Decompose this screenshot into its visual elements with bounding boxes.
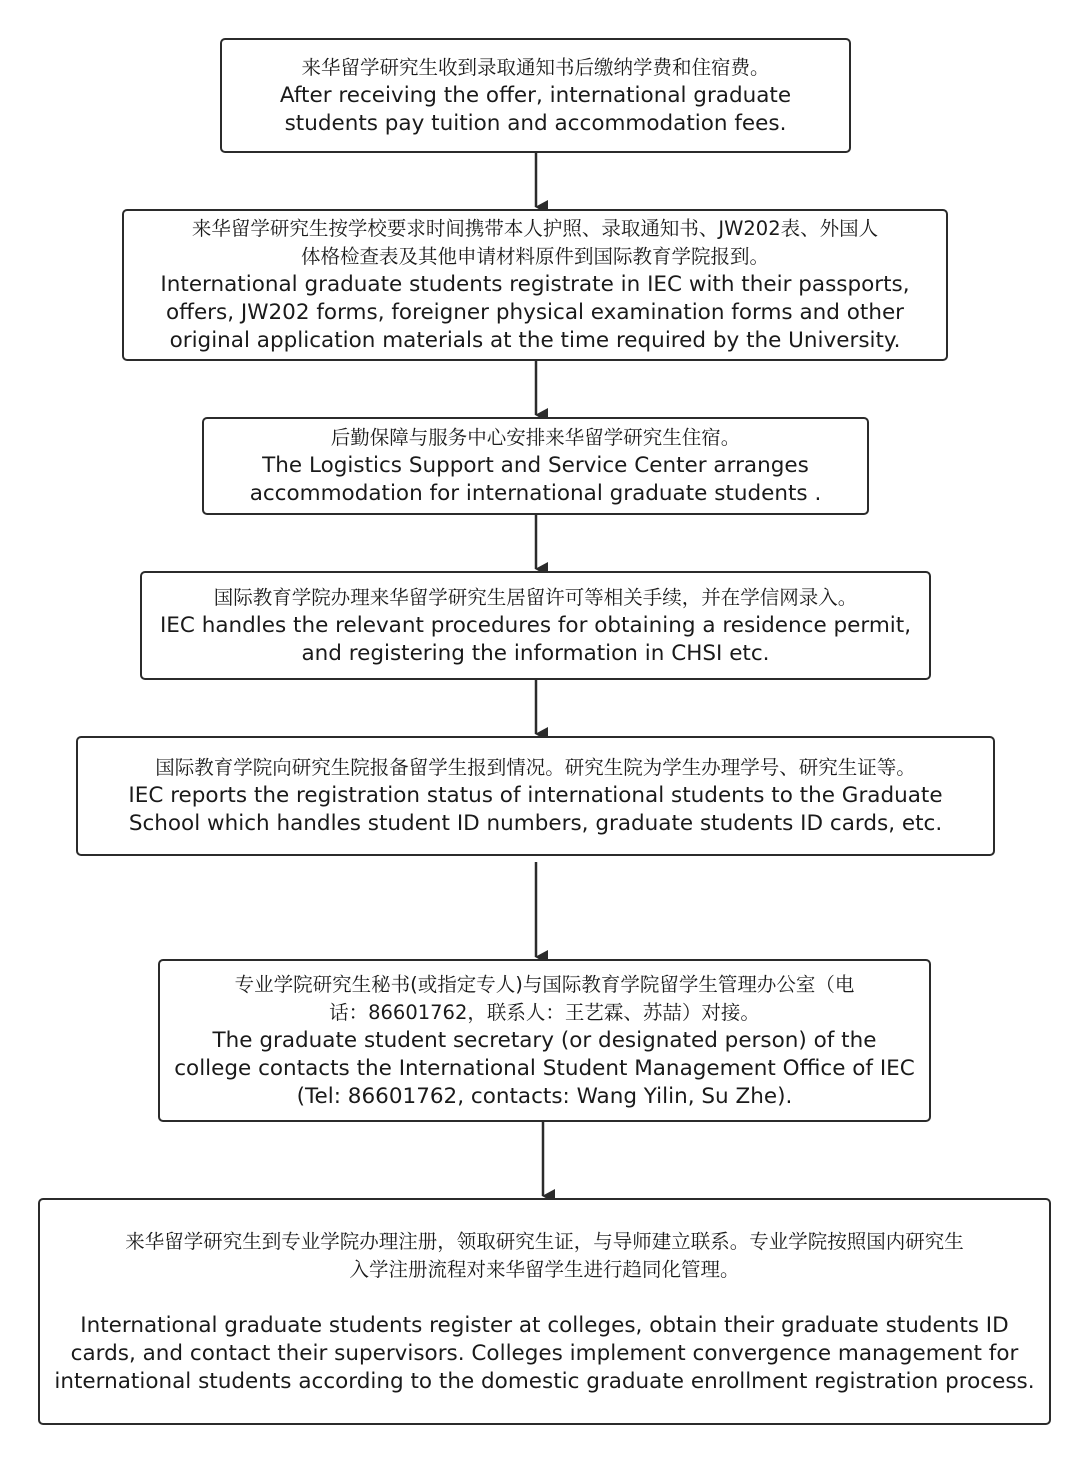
step-6-zh: 专业学院研究生秘书(或指定专人)与国际教育学院留学生管理办公室（电 话：86601762，联系人：王艺霖、苏喆）对接。 [234, 972, 855, 1024]
step-5-report-to-graduate-school [76, 736, 995, 856]
step-3-en: The Logistics Support and Service Center arranges accommodation for international graduate students . [249, 453, 822, 506]
step-4-en: IEC handles the relevant procedures for obtaining a residence permit, and registering the information in CHSI etc. [159, 612, 912, 666]
step-3-accommodation [202, 417, 869, 515]
step-4-zh: 国际教育学院办理来华留学研究生居留许可等相关手续，并在学信网录入。 [213, 585, 858, 609]
step-7-college-registration [38, 1198, 1051, 1425]
step-7-en: International graduate students register at colleges, obtain their graduate students ID cards, and contact their supervisors. Colleges implement convergence management for international students according to the domestic graduate enrollment registration process. [54, 1312, 1035, 1394]
step-6-en: The graduate student secretary (or designated person) of the college contacts the International Student Management Office of IEC (Tel: 86601762, contacts: Wang Yilin, Su Zhe). [174, 1027, 915, 1109]
step-5-en: IEC reports the registration status of international students to the Graduate School which handles student ID numbers, graduate students ID cards, etc. [128, 783, 943, 836]
step-7-zh: 来华留学研究生到专业学院办理注册，领取研究生证，与导师建立联系。专业学院按照国内研究生 入学注册流程对来华留学生进行趋同化管理。 [125, 1229, 964, 1281]
step-4-residence-permit [140, 571, 931, 680]
step-5-zh: 国际教育学院向研究生院报备留学生报到情况。研究生院为学生办理学号、研究生证等。 [155, 756, 916, 779]
step-6-secretary-contact [158, 959, 931, 1122]
step-2-en: International graduate students registrate in IEC with their passports, offers, JW202 forms, foreigner physical examination forms and other original application materials at the time required by the University. [160, 272, 910, 353]
step-3-zh: 后勤保障与服务中心安排来华留学研究生住宿。 [330, 426, 741, 449]
step-2-registration [122, 209, 948, 361]
step-1-pay-fees [220, 38, 851, 153]
step-1-zh: 来华留学研究生收到录取通知书后缴纳学费和住宿费。 [301, 55, 770, 79]
step-1-en: After receiving the offer, international graduate students pay tuition and accommodation fees. [279, 82, 792, 136]
step-2-zh: 来华留学研究生按学校要求时间携带本人护照、录取通知书、JW202表、外国人 体格检查表及其他申请材料原件到国际教育学院报到。 [191, 217, 879, 268]
